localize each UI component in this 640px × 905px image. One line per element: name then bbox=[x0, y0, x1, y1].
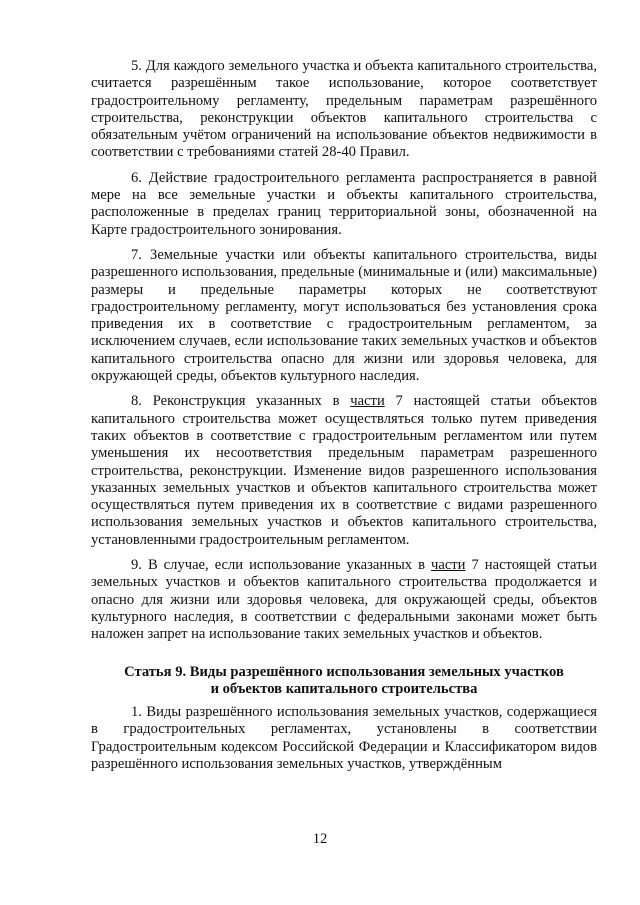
paragraph-9 bbox=[91, 557, 597, 643]
article-heading-line-2: и объектов капитального строительства bbox=[210, 680, 478, 697]
paragraph-8 bbox=[91, 393, 597, 549]
part-reference-link[interactable]: части bbox=[350, 393, 385, 410]
paragraph-8-lead: 8. Реконструкция указанных в bbox=[131, 393, 351, 410]
page-number: 12 bbox=[312, 831, 328, 847]
paragraph-6: 6. Действие градостроительного регламента распространяется в равной мере на все земельные участки и объекты капитального строительства, расположенные в пределах границ территориальной зоны, обозначенной на Карте градостроительного зонирования. bbox=[91, 169, 597, 238]
paragraph-9-rest: 7 настоящей статьи земельных участков и объектов капитального строительства продолжается и опасно для жизни или здоровья человека, для окружающей среды, объектов культурного наследия, в соответствии с федеральными законами может быть наложен запрет на использование таких земельных участков и объектов. bbox=[91, 557, 597, 643]
article-paragraph-1: 1. Виды разрешённого использования земельных участков, содержащиеся в градостроительных регламентах, установлены в соответствии Градостроительным кодексом Российской Федерации и Классификатором видов разрешённого использования земельных участков, утверждённым bbox=[91, 704, 597, 772]
article-heading bbox=[91, 664, 597, 699]
part-reference-link[interactable]: части bbox=[431, 557, 466, 574]
paragraph-9-lead: 9. В случае, если использование указанных в bbox=[131, 557, 431, 574]
paragraph-7: 7. Земельные участки или объекты капитального строительства, виды разрешенного использования, предельные (минимальные и (или) максимальные) размеры и предельные параметры которых не соответствуют градостроительному регламенту, могут использоваться без установления срока приведения их в соответствие с градостроительным регламентом, за исключением случаев, если использование таких земельных участков и объектов капитального строительства опасно для жизни или здоровья человека, для окружающей среды, объектов культурного наследия. bbox=[91, 246, 597, 385]
paragraph-5: 5. Для каждого земельного участка и объекта капитального строительства, считается разрешённым такое использование, которое соответствует градостроительному регламенту, предельным параметрам разрешённого строительства, реконструкции объектов капитального строительства с обязательным учётом ограничений на использование объектов недвижимости в соответствии с требованиями статей 28-40 Правил. bbox=[91, 58, 597, 161]
paragraph-8-rest: 7 настоящей статьи объектов капитального строительства может осуществляться только путем приведения таких объектов в соответствие с градостроительным регламентом или путем уменьшения их несоответствия предельным параметрам разрешенного строительства, реконструкции. Изменение видов разрешенного использования указанных земельных участков и объектов капитального строительства может осуществляться путем приведения их в соответствие с видами разрешенного использования земельных участков и объектов капитального строительства, установленными градостроительным регламентом. bbox=[91, 393, 597, 548]
document-body bbox=[91, 58, 597, 781]
article-heading-line-1: Статья 9. Виды разрешённого использования земельных участков bbox=[124, 663, 564, 680]
